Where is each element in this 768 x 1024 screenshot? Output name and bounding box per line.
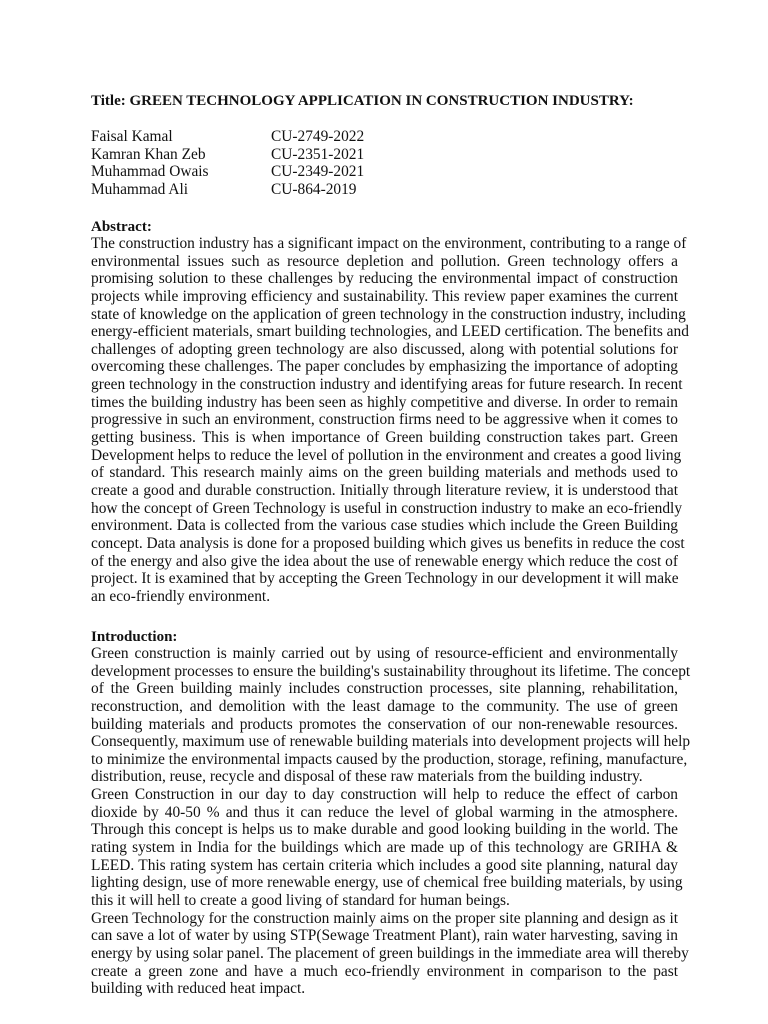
text-line: Consequently, maximum use of renewable building materials into development projects will help	[91, 733, 691, 751]
text-line: overcoming these challenges. The paper concludes by emphasizing the importance of adopting	[91, 358, 678, 376]
text-line: progressive in such an environment, construction firms need to be aggressive when it comes to	[91, 411, 678, 429]
text-line: state of knowledge on the application of green technology in the construction industry, including	[91, 305, 686, 323]
text-line: can save a lot of water by using STP(Sewage Treatment Plant), rain water harvesting, saving in	[91, 927, 678, 945]
text-line: times the building industry has been seen as highly competitive and diverse. In order to remain	[91, 393, 678, 411]
text-line: challenges of adopting green technology are also discussed, along with potential solutions for	[91, 340, 678, 358]
text-line: this it will hell to create a good living of standard for human beings.	[91, 891, 510, 909]
author-name: Muhammad Ali	[91, 180, 189, 198]
text-line: LEED. This rating system has certain criteria which includes a good site planning, natural day	[91, 856, 678, 874]
author-name: Muhammad Owais	[91, 163, 209, 181]
text-line: Development helps to reduce the level of pollution in the environment and creates a good living	[91, 446, 682, 464]
author-name: Kamran Khan Zeb	[91, 145, 206, 163]
text-line: The construction industry has a significant impact on the environment, contributing to a range of	[91, 235, 687, 252]
text-line: how the concept of Green Technology is useful in construction industry to make an eco-friendly	[91, 499, 683, 517]
author-id: CU-2351-2021	[271, 145, 365, 163]
author-row	[91, 128, 364, 146]
text-line: to minimize the environmental impacts caused by the production, storage, refining, manufacture,	[91, 750, 688, 768]
text-line: rating system in India for the buildings which are made up of this technology are GRIHA &	[91, 839, 678, 857]
text-line: getting business. This is when importance of Green building construction takes part. Green	[91, 429, 678, 447]
text-line: of standard. This research mainly aims on the green building materials and methods used to	[91, 464, 678, 482]
text-line: Green construction is mainly carried out by using of resource-efficient and environmentally	[91, 645, 678, 662]
abstract-heading: Abstract:	[91, 219, 152, 235]
text-line: Green Technology for the construction mainly aims on the proper site planning and design as it	[91, 909, 678, 927]
text-line: concept. Data analysis is done for a proposed building which gives us benefits in reduce the cost	[91, 534, 685, 552]
text-line: lighting design, use of more renewable energy, use of chemical free building materials, by using	[91, 874, 683, 892]
text-line: of the energy and also give the idea about the use of renewable energy which reduce the cost of	[91, 552, 678, 570]
author-id: CU-2749-2022	[271, 128, 365, 145]
author-row	[91, 181, 364, 199]
author-list	[91, 128, 364, 198]
text-line: energy-efficient materials, smart building technologies, and LEED certification. The benefits and	[91, 323, 689, 341]
abstract-body	[91, 235, 689, 605]
author-id: CU-2349-2021	[271, 163, 365, 181]
text-line: dioxide by 40-50 % and thus it can reduce the level of global warming in the atmosphere.	[91, 803, 678, 821]
text-line: development processes to ensure the building's sustainability throughout its lifetime. The concept	[91, 662, 691, 680]
text-line: energy by using solar panel. The placement of green buildings in the immediate area will thereby	[91, 944, 689, 962]
author-row	[91, 146, 364, 164]
text-line: create a green zone and have a much eco-friendly environment in comparison to the past	[91, 962, 678, 980]
text-line: distribution, reuse, recycle and disposal of these raw materials from the building industry.	[91, 768, 643, 786]
text-line: building with reduced heat impact.	[91, 980, 306, 998]
text-line: Green Construction in our day to day construction will help to reduce the effect of carbon	[91, 786, 678, 804]
text-line: environment. Data is collected from the various case studies which include the Green Building	[91, 517, 678, 535]
text-line: promising solution to these challenges by reducing the environmental impact of construction	[91, 270, 678, 288]
text-line: Through this concept is helps us to make durable and good looking building in the world. The	[91, 821, 678, 839]
author-name: Faisal Kamal	[91, 128, 173, 145]
text-line: an eco-friendly environment.	[91, 587, 271, 605]
text-line: projects while improving efficiency and sustainability. This review paper examines the current	[91, 287, 678, 305]
text-line: environmental issues such as resource depletion and pollution. Green technology offers a	[91, 252, 678, 270]
text-line: project. It is examined that by accepting the Green Technology in our development it will make	[91, 570, 679, 588]
introduction-heading: Introduction:	[91, 629, 178, 645]
author-row	[91, 163, 364, 181]
text-line: reconstruction, and demolition with the least damage to the community. The use of green	[91, 697, 678, 715]
author-id: CU-864-2019	[271, 180, 357, 198]
text-line: green technology in the construction industry and identifying areas for future research. In recent	[91, 376, 683, 394]
text-line: create a good and durable construction. Initially through literature review, it is understood that	[91, 481, 678, 499]
introduction-body	[91, 645, 691, 998]
paper-title: Title: GREEN TECHNOLOGY APPLICATION IN CONSTRUCTION INDUSTRY:	[91, 93, 634, 109]
text-line: building materials and products promotes the conservation of our non-renewable resources.	[91, 715, 678, 733]
text-line: of the Green building mainly includes construction processes, site planning, rehabilitation,	[91, 680, 678, 698]
